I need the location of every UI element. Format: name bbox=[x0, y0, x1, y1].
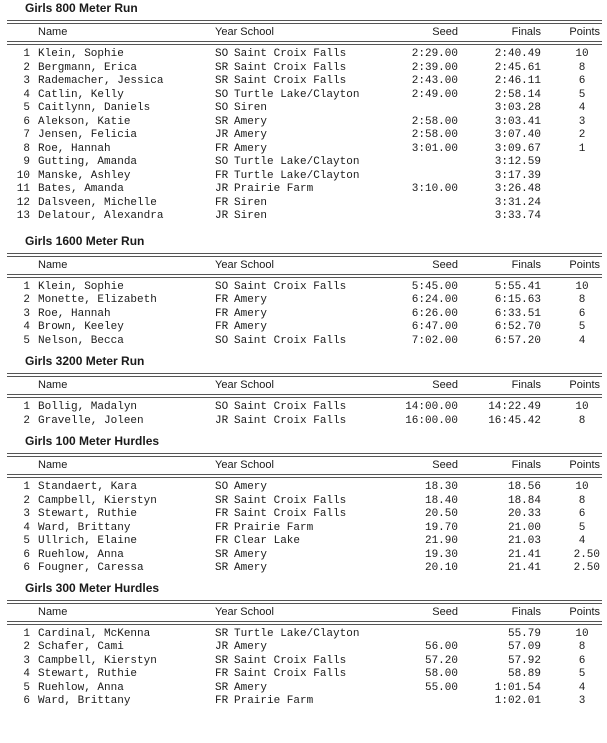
school-cell: Amery bbox=[234, 307, 268, 320]
school-cell: Amery bbox=[234, 142, 268, 155]
school-cell: Clear Lake bbox=[234, 535, 301, 547]
points-cell: 6 bbox=[578, 75, 586, 87]
finals-cell: 18.84 bbox=[507, 494, 541, 507]
year-cell: FR bbox=[215, 307, 229, 320]
table-row bbox=[0, 102, 607, 116]
header-year-school: Year School bbox=[215, 605, 274, 618]
seed-cell: 18.30 bbox=[424, 481, 458, 493]
finals-cell: 3:03.28 bbox=[494, 102, 541, 114]
table-row bbox=[0, 156, 607, 170]
header-name: Name bbox=[38, 379, 68, 391]
event-title: Girls 3200 Meter Run bbox=[25, 354, 145, 368]
table-row bbox=[0, 495, 607, 509]
header-finals: Finals bbox=[511, 26, 541, 38]
seed-cell: 21.90 bbox=[424, 535, 458, 547]
finals-cell: 1:02.01 bbox=[494, 695, 541, 707]
school-cell: Siren bbox=[234, 196, 268, 209]
finals-cell: 3:12.59 bbox=[494, 156, 541, 168]
athlete-name-cell: Roe, Hannah bbox=[38, 307, 111, 320]
header-seed: Seed bbox=[432, 459, 458, 471]
seed-cell: 55.00 bbox=[424, 681, 458, 694]
points-cell: 2.50 bbox=[573, 548, 600, 561]
table-row bbox=[0, 281, 607, 295]
points-cell: 6 bbox=[578, 307, 586, 320]
header-seed: Seed bbox=[432, 258, 458, 271]
school-cell: Siren bbox=[234, 102, 268, 114]
place-cell: 2 bbox=[23, 61, 30, 74]
seed-cell: 58.00 bbox=[424, 668, 458, 680]
place-cell: 4 bbox=[23, 521, 30, 534]
place-cell: 7 bbox=[23, 129, 30, 141]
year-cell: SO bbox=[215, 88, 229, 101]
year-cell: SO bbox=[215, 156, 229, 168]
finals-cell: 21.03 bbox=[507, 535, 541, 547]
finals-cell: 3:33.74 bbox=[494, 210, 541, 222]
school-cell: Amery bbox=[234, 321, 268, 333]
column-header-row bbox=[0, 24, 607, 41]
place-cell: 5 bbox=[23, 681, 30, 694]
year-cell: SR bbox=[215, 494, 229, 507]
year-cell: SO bbox=[215, 48, 229, 60]
place-cell: 2 bbox=[23, 641, 30, 653]
event-section bbox=[0, 433, 607, 580]
athlete-name-cell: Klein, Sophie bbox=[38, 280, 124, 293]
school-cell: Turtle Lake/Clayton bbox=[234, 156, 360, 168]
athlete-name-cell: Bergmann, Erica bbox=[38, 61, 138, 74]
school-cell: Amery bbox=[234, 129, 268, 141]
column-header-row bbox=[0, 257, 607, 274]
seed-cell: 3:10.00 bbox=[411, 183, 458, 195]
place-cell: 6 bbox=[23, 695, 30, 707]
header-year-school: Year School bbox=[215, 258, 274, 271]
finals-cell: 2:40.49 bbox=[494, 48, 541, 60]
school-cell: Saint Croix Falls bbox=[234, 280, 347, 293]
athlete-name-cell: Dalsveen, Michelle bbox=[38, 196, 157, 209]
table-row bbox=[0, 116, 607, 130]
seed-cell: 2:39.00 bbox=[411, 61, 458, 74]
finals-cell: 57.09 bbox=[507, 641, 541, 653]
seed-cell: 20.10 bbox=[424, 562, 458, 574]
year-cell: FR bbox=[215, 535, 229, 547]
table-row bbox=[0, 294, 607, 308]
place-cell: 5 bbox=[23, 102, 30, 114]
athlete-name-cell: Catlin, Kelly bbox=[38, 88, 124, 101]
athlete-name-cell: Manske, Ashley bbox=[38, 169, 131, 182]
finals-cell: 16:45.42 bbox=[488, 414, 541, 427]
athlete-name-cell: Ruehlow, Anna bbox=[38, 681, 124, 694]
points-cell: 4 bbox=[578, 102, 586, 114]
header-seed: Seed bbox=[432, 605, 458, 618]
header-year-school: Year School bbox=[215, 26, 274, 38]
seed-cell: 2:29.00 bbox=[411, 48, 458, 60]
athlete-name-cell: Ruehlow, Anna bbox=[38, 548, 124, 561]
finals-cell: 6:33.51 bbox=[494, 307, 541, 320]
table-row bbox=[0, 210, 607, 224]
seed-cell: 6:26.00 bbox=[411, 307, 458, 320]
header-finals: Finals bbox=[511, 258, 541, 271]
column-header-row bbox=[0, 377, 607, 394]
event-section bbox=[0, 233, 607, 354]
place-cell: 1 bbox=[23, 481, 30, 493]
school-cell: Amery bbox=[234, 641, 268, 653]
table-row bbox=[0, 641, 607, 655]
seed-cell: 6:24.00 bbox=[411, 294, 458, 306]
athlete-name-cell: Nelson, Becca bbox=[38, 334, 124, 347]
place-cell: 2 bbox=[23, 414, 30, 427]
finals-cell: 1:01.54 bbox=[494, 681, 541, 694]
finals-cell: 58.89 bbox=[507, 668, 541, 680]
header-seed: Seed bbox=[432, 26, 458, 38]
school-cell: Saint Croix Falls bbox=[234, 668, 347, 680]
school-cell: Amery bbox=[234, 548, 268, 561]
school-cell: Prairie Farm bbox=[234, 521, 314, 534]
header-year-school: Year School bbox=[215, 379, 274, 391]
year-cell: SO bbox=[215, 102, 229, 114]
event-section bbox=[0, 0, 607, 233]
year-cell: JR bbox=[215, 183, 229, 195]
seed-cell: 7:02.00 bbox=[411, 334, 458, 347]
points-cell: 6 bbox=[578, 654, 586, 667]
year-cell: JR bbox=[215, 414, 229, 427]
table-row bbox=[0, 335, 607, 349]
athlete-name-cell: Rademacher, Jessica bbox=[38, 75, 164, 87]
athlete-name-cell: Alekson, Katie bbox=[38, 115, 131, 128]
school-cell: Prairie Farm bbox=[234, 695, 314, 707]
points-cell: 8 bbox=[578, 294, 586, 306]
finals-cell: 3:07.40 bbox=[494, 129, 541, 141]
athlete-name-cell: Campbell, Kierstyn bbox=[38, 654, 157, 667]
athlete-name-cell: Fougner, Caressa bbox=[38, 562, 144, 574]
points-cell: 6 bbox=[578, 508, 586, 520]
finals-cell: 2:45.61 bbox=[494, 61, 541, 74]
place-cell: 1 bbox=[23, 401, 30, 413]
finals-cell: 21.41 bbox=[507, 548, 541, 561]
finals-cell: 3:17.39 bbox=[494, 169, 541, 182]
results-table bbox=[0, 278, 607, 349]
column-header-row bbox=[0, 604, 607, 621]
results-table bbox=[0, 398, 607, 428]
results-table bbox=[0, 625, 607, 709]
seed-cell: 19.70 bbox=[424, 521, 458, 534]
seed-cell: 16:00.00 bbox=[405, 414, 458, 427]
school-cell: Saint Croix Falls bbox=[234, 75, 347, 87]
place-cell: 4 bbox=[23, 668, 30, 680]
points-cell: 10 bbox=[575, 48, 589, 60]
year-cell: SR bbox=[215, 654, 229, 667]
athlete-name-cell: Stewart, Ruthie bbox=[38, 668, 138, 680]
event-title: Girls 300 Meter Hurdles bbox=[25, 580, 160, 595]
place-cell: 4 bbox=[23, 321, 30, 333]
athlete-name-cell: Bates, Amanda bbox=[38, 183, 124, 195]
year-cell: SO bbox=[215, 280, 229, 293]
finals-cell: 3:03.41 bbox=[494, 115, 541, 128]
finals-cell: 18.56 bbox=[507, 481, 541, 493]
athlete-name-cell: Stewart, Ruthie bbox=[38, 508, 138, 520]
athlete-name-cell: Roe, Hannah bbox=[38, 142, 111, 155]
athlete-name-cell: Ullrich, Elaine bbox=[38, 535, 138, 547]
results-table bbox=[0, 45, 607, 224]
event-title: Girls 800 Meter Run bbox=[25, 1, 138, 15]
finals-cell: 3:26.48 bbox=[494, 183, 541, 195]
seed-cell: 19.30 bbox=[424, 548, 458, 561]
results-table bbox=[0, 478, 607, 576]
table-row bbox=[0, 522, 607, 536]
place-cell: 3 bbox=[23, 307, 30, 320]
athlete-name-cell: Standaert, Kara bbox=[38, 481, 138, 493]
year-cell: FR bbox=[215, 294, 229, 306]
points-cell: 10 bbox=[575, 627, 589, 640]
place-cell: 10 bbox=[16, 169, 30, 182]
year-cell: SO bbox=[215, 401, 229, 413]
year-cell: FR bbox=[215, 695, 229, 707]
event-section bbox=[0, 353, 607, 433]
seed-cell: 18.40 bbox=[424, 494, 458, 507]
points-cell: 5 bbox=[578, 521, 586, 534]
year-cell: SO bbox=[215, 334, 229, 347]
finals-cell: 57.92 bbox=[507, 654, 541, 667]
seed-cell: 2:58.00 bbox=[411, 129, 458, 141]
header-points: Points bbox=[569, 379, 600, 391]
athlete-name-cell: Brown, Keeley bbox=[38, 321, 124, 333]
year-cell: FR bbox=[215, 508, 229, 520]
points-cell: 4 bbox=[578, 681, 586, 694]
school-cell: Saint Croix Falls bbox=[234, 414, 347, 427]
table-row bbox=[0, 508, 607, 522]
table-row bbox=[0, 129, 607, 143]
event-title: Girls 100 Meter Hurdles bbox=[25, 434, 160, 448]
school-cell: Saint Croix Falls bbox=[234, 334, 347, 347]
header-finals: Finals bbox=[511, 605, 541, 618]
points-cell: 1 bbox=[578, 142, 586, 155]
table-row bbox=[0, 481, 607, 495]
finals-cell: 21.41 bbox=[507, 562, 541, 574]
table-row bbox=[0, 668, 607, 682]
school-cell: Saint Croix Falls bbox=[234, 401, 347, 413]
points-cell: 8 bbox=[578, 641, 586, 653]
header-points: Points bbox=[569, 258, 600, 271]
school-cell: Saint Croix Falls bbox=[234, 508, 347, 520]
points-cell: 3 bbox=[578, 115, 586, 128]
finals-cell: 3:31.24 bbox=[494, 196, 541, 209]
header-points: Points bbox=[569, 26, 600, 38]
year-cell: FR bbox=[215, 521, 229, 534]
place-cell: 4 bbox=[23, 88, 30, 101]
seed-cell: 20.50 bbox=[424, 508, 458, 520]
event-section bbox=[0, 580, 607, 709]
athlete-name-cell: Ward, Brittany bbox=[38, 521, 131, 534]
header-year-school: Year School bbox=[215, 459, 274, 471]
year-cell: JR bbox=[215, 641, 229, 653]
athlete-name-cell: Cardinal, McKenna bbox=[38, 627, 151, 640]
header-name: Name bbox=[38, 605, 68, 618]
school-cell: Turtle Lake/Clayton bbox=[234, 169, 360, 182]
points-cell: 10 bbox=[575, 401, 589, 413]
table-row bbox=[0, 535, 607, 549]
finals-cell: 14:22.49 bbox=[488, 401, 541, 413]
school-cell: Siren bbox=[234, 210, 268, 222]
year-cell: FR bbox=[215, 668, 229, 680]
place-cell: 11 bbox=[16, 183, 30, 195]
athlete-name-cell: Campbell, Kierstyn bbox=[38, 494, 157, 507]
table-row bbox=[0, 695, 607, 709]
points-cell: 8 bbox=[578, 494, 586, 507]
seed-cell: 57.20 bbox=[424, 654, 458, 667]
year-cell: SR bbox=[215, 75, 229, 87]
points-cell: 10 bbox=[575, 280, 589, 293]
school-cell: Turtle Lake/Clayton bbox=[234, 88, 360, 101]
column-header-row bbox=[0, 457, 607, 474]
table-row bbox=[0, 562, 607, 576]
year-cell: JR bbox=[215, 129, 229, 141]
place-cell: 12 bbox=[16, 196, 30, 209]
seed-cell: 56.00 bbox=[424, 641, 458, 653]
school-cell: Amery bbox=[234, 681, 268, 694]
year-cell: SR bbox=[215, 115, 229, 128]
header-name: Name bbox=[38, 459, 68, 471]
table-row bbox=[0, 655, 607, 669]
school-cell: Turtle Lake/Clayton bbox=[234, 627, 360, 640]
athlete-name-cell: Ward, Brittany bbox=[38, 695, 131, 707]
table-row bbox=[0, 308, 607, 322]
table-row bbox=[0, 62, 607, 76]
table-row bbox=[0, 628, 607, 642]
finals-cell: 6:15.63 bbox=[494, 294, 541, 306]
finals-cell: 5:55.41 bbox=[494, 280, 541, 293]
school-cell: Amery bbox=[234, 481, 268, 493]
seed-cell: 6:47.00 bbox=[411, 321, 458, 333]
finals-cell: 55.79 bbox=[507, 627, 541, 640]
header-finals: Finals bbox=[511, 459, 541, 471]
place-cell: 3 bbox=[23, 75, 30, 87]
place-cell: 2 bbox=[23, 294, 30, 306]
place-cell: 1 bbox=[23, 627, 30, 640]
points-cell: 8 bbox=[578, 61, 586, 74]
school-cell: Saint Croix Falls bbox=[234, 494, 347, 507]
header-name: Name bbox=[38, 26, 68, 38]
table-row bbox=[0, 549, 607, 563]
school-cell: Saint Croix Falls bbox=[234, 61, 347, 74]
table-row bbox=[0, 48, 607, 62]
points-cell: 10 bbox=[575, 481, 589, 493]
points-cell: 8 bbox=[578, 414, 586, 427]
place-cell: 5 bbox=[23, 334, 30, 347]
year-cell: SR bbox=[215, 681, 229, 694]
points-cell: 5 bbox=[578, 668, 586, 680]
header-finals: Finals bbox=[511, 379, 541, 391]
place-cell: 1 bbox=[23, 48, 30, 60]
athlete-name-cell: Jensen, Felicia bbox=[38, 129, 138, 141]
finals-cell: 6:57.20 bbox=[494, 334, 541, 347]
place-cell: 1 bbox=[23, 280, 30, 293]
school-cell: Amery bbox=[234, 294, 268, 306]
points-cell: 2 bbox=[578, 129, 586, 141]
table-row bbox=[0, 401, 607, 415]
seed-cell: 2:49.00 bbox=[411, 88, 458, 101]
finals-cell: 3:09.67 bbox=[494, 142, 541, 155]
school-cell: Amery bbox=[234, 115, 268, 128]
table-row bbox=[0, 170, 607, 184]
place-cell: 8 bbox=[23, 142, 30, 155]
year-cell: SR bbox=[215, 61, 229, 74]
year-cell: SR bbox=[215, 548, 229, 561]
table-row bbox=[0, 143, 607, 157]
year-cell: SR bbox=[215, 627, 229, 640]
place-cell: 3 bbox=[23, 654, 30, 667]
table-row bbox=[0, 89, 607, 103]
finals-cell: 6:52.70 bbox=[494, 321, 541, 333]
points-cell: 3 bbox=[578, 695, 586, 707]
school-cell: Saint Croix Falls bbox=[234, 48, 347, 60]
finals-cell: 20.33 bbox=[507, 508, 541, 520]
athlete-name-cell: Gutting, Amanda bbox=[38, 156, 138, 168]
table-row bbox=[0, 321, 607, 335]
table-row bbox=[0, 197, 607, 211]
seed-cell: 2:43.00 bbox=[411, 75, 458, 87]
year-cell: SO bbox=[215, 481, 229, 493]
year-cell: JR bbox=[215, 210, 229, 222]
school-cell: Amery bbox=[234, 562, 268, 574]
points-cell: 2.50 bbox=[573, 562, 600, 574]
year-cell: FR bbox=[215, 142, 229, 155]
year-cell: FR bbox=[215, 321, 229, 333]
points-cell: 4 bbox=[578, 334, 586, 347]
table-row bbox=[0, 682, 607, 696]
place-cell: 3 bbox=[23, 508, 30, 520]
seed-cell: 3:01.00 bbox=[411, 142, 458, 155]
place-cell: 13 bbox=[16, 210, 30, 222]
points-cell: 5 bbox=[578, 88, 586, 101]
points-cell: 4 bbox=[578, 535, 586, 547]
year-cell: FR bbox=[215, 169, 229, 182]
athlete-name-cell: Schafer, Cami bbox=[38, 641, 124, 653]
finals-cell: 21.00 bbox=[507, 521, 541, 534]
finals-cell: 2:58.14 bbox=[494, 88, 541, 101]
athlete-name-cell: Delatour, Alexandra bbox=[38, 210, 164, 222]
place-cell: 6 bbox=[23, 562, 30, 574]
school-cell: Prairie Farm bbox=[234, 183, 314, 195]
year-cell: FR bbox=[215, 196, 229, 209]
school-cell: Saint Croix Falls bbox=[234, 654, 347, 667]
seed-cell: 14:00.00 bbox=[405, 401, 458, 413]
year-cell: SR bbox=[215, 562, 229, 574]
table-row bbox=[0, 75, 607, 89]
header-name: Name bbox=[38, 258, 68, 271]
header-points: Points bbox=[569, 605, 600, 618]
header-points: Points bbox=[569, 459, 600, 471]
finals-cell: 2:46.11 bbox=[494, 75, 541, 87]
athlete-name-cell: Gravelle, Joleen bbox=[38, 414, 144, 427]
place-cell: 6 bbox=[23, 548, 30, 561]
seed-cell: 2:58.00 bbox=[411, 115, 458, 128]
seed-cell: 5:45.00 bbox=[411, 280, 458, 293]
header-seed: Seed bbox=[432, 379, 458, 391]
place-cell: 5 bbox=[23, 535, 30, 547]
table-row bbox=[0, 183, 607, 197]
place-cell: 6 bbox=[23, 115, 30, 128]
event-title: Girls 1600 Meter Run bbox=[25, 233, 145, 248]
points-cell: 5 bbox=[578, 321, 586, 333]
athlete-name-cell: Caitlynn, Daniels bbox=[38, 102, 151, 114]
athlete-name-cell: Bollig, Madalyn bbox=[38, 401, 138, 413]
athlete-name-cell: Klein, Sophie bbox=[38, 48, 124, 60]
place-cell: 9 bbox=[23, 156, 30, 168]
place-cell: 2 bbox=[23, 494, 30, 507]
athlete-name-cell: Monette, Elizabeth bbox=[38, 294, 157, 306]
table-row bbox=[0, 415, 607, 429]
